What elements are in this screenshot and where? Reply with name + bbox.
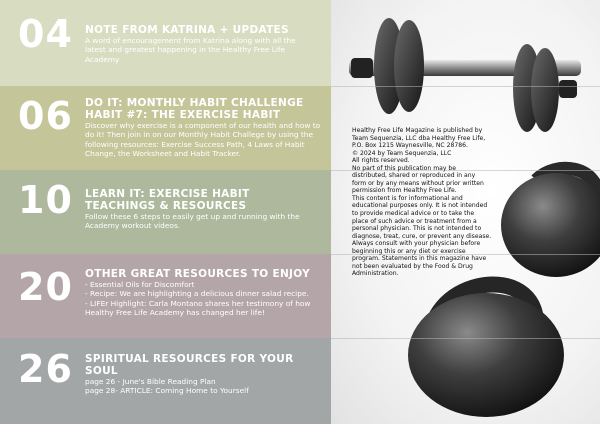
desc-line: Follow these 6 steps to easily get up and running with the bbox=[85, 212, 300, 221]
desc-line: - LIFEr Highlight: Carla Montano shares her testimony of how bbox=[85, 298, 311, 308]
title-line: LEARN IT: EXERCISE HABIT bbox=[85, 188, 250, 200]
toc-entry-04[interactable] bbox=[0, 0, 331, 86]
divider-line bbox=[331, 338, 600, 339]
legal-line: diagnose, treat, cure, or prevent any disease. bbox=[352, 232, 492, 240]
divider-line bbox=[331, 86, 600, 87]
toc-entry-text bbox=[85, 268, 325, 317]
legal-line: All rights reserved. bbox=[352, 157, 410, 165]
title-line: HABIT #7: THE EXERCISE HABIT bbox=[85, 109, 281, 121]
toc-entry-title bbox=[85, 24, 325, 36]
page-number: 20 bbox=[18, 265, 73, 309]
title-line: DO IT: MONTHLY HABIT CHALLENGE bbox=[85, 97, 304, 109]
desc-line: - Essential Oils for Discomfort bbox=[85, 280, 195, 289]
toc-entry-title bbox=[85, 188, 325, 212]
desc-line: do it! Then join in on our Monthly Habit Challege by using the bbox=[85, 130, 313, 140]
legal-line: No part of this publication may be bbox=[352, 164, 457, 172]
kettlebell-upper bbox=[501, 173, 600, 277]
desc-line: latest and greatest happening in the Healthy Free Life bbox=[85, 45, 286, 55]
toc-entry-text bbox=[85, 188, 325, 231]
legal-notice bbox=[352, 127, 502, 278]
toc-entry-20[interactable] bbox=[0, 254, 331, 338]
dumbbell-plate bbox=[531, 48, 559, 132]
legal-line: not been evaluated by the Food & Drug bbox=[352, 262, 473, 270]
legal-line: program. Statements in this magazine have bbox=[352, 255, 487, 263]
desc-line: Discover why exercise is a component of our health and how to bbox=[85, 121, 321, 130]
legal-line: P.O. Box 1215 Waynesville, NC 28786. bbox=[352, 142, 468, 150]
legal-line: beginning this or any diet or exercise bbox=[352, 247, 466, 255]
toc-entry-10[interactable] bbox=[0, 170, 331, 254]
toc-entry-description bbox=[85, 36, 325, 64]
title-line: NOTE FROM KATRINA + UPDATES bbox=[85, 24, 289, 36]
desc-line: following resources: Exercise Success Path, 4 Laws of Habit bbox=[85, 139, 305, 149]
dumbbell-plate bbox=[394, 20, 424, 112]
desc-line: Academy workout videos. bbox=[85, 221, 181, 231]
title-line: SPIRITUAL RESOURCES FOR YOUR SOUL bbox=[85, 353, 294, 377]
legal-line: permission from Healthy Free Life. bbox=[352, 187, 457, 195]
toc-entry-26[interactable] bbox=[0, 338, 331, 424]
toc-entry-description bbox=[85, 212, 325, 231]
legal-line: place of such advice or treatment from a bbox=[352, 217, 477, 225]
toc-entry-06[interactable] bbox=[0, 86, 331, 170]
page-number: 10 bbox=[18, 178, 73, 222]
page-number: 26 bbox=[18, 347, 73, 391]
dumbbell-collar-left bbox=[351, 58, 373, 78]
kettlebell-lower bbox=[408, 293, 564, 417]
legal-line: © 2024 by Team Sequenzia, LLC bbox=[352, 149, 452, 157]
legal-line: distributed, shared or reproduced in any bbox=[352, 172, 476, 180]
desc-line: A word of encouragement from Katrina along with all the bbox=[85, 36, 296, 45]
page-number: 04 bbox=[18, 12, 73, 56]
toc-entry-description bbox=[85, 377, 325, 396]
legal-line: Administration. bbox=[352, 270, 399, 278]
legal-line: form or by any means without prior written bbox=[352, 179, 484, 187]
desc-line: page 26 - June's Bible Reading Plan bbox=[85, 377, 216, 386]
desc-line: - Recipe: We are highlighting a delicious dinner salad recipe. bbox=[85, 289, 309, 299]
desc-line: Change, the Worksheet and Habit Tracker. bbox=[85, 148, 241, 158]
toc-entry-text bbox=[85, 353, 325, 396]
toc-entry-description bbox=[85, 121, 325, 158]
legal-line: Healthy Free Life Magazine is published by bbox=[352, 127, 483, 134]
legal-line: personal physician. This is not intended to bbox=[352, 225, 482, 233]
toc-entry-description bbox=[85, 280, 325, 317]
title-line: TEACHINGS & RESOURCES bbox=[85, 200, 247, 212]
legal-line: Team Sequenzia, LLC dba Healthy Free Life, bbox=[352, 134, 486, 142]
desc-line: page 28- ARTICLE: Coming Home to Yourself bbox=[85, 386, 249, 396]
desc-line: Academy bbox=[85, 54, 120, 64]
legal-line: to provide medical advice or to take the bbox=[352, 210, 475, 218]
toc-entry-title bbox=[85, 353, 325, 377]
toc-entry-text bbox=[85, 24, 325, 64]
legal-line: This content is for informational and bbox=[352, 194, 463, 202]
toc-entry-title bbox=[85, 268, 325, 280]
legal-line: educational purposes only. It is not intended bbox=[352, 202, 488, 210]
toc-entry-text bbox=[85, 97, 325, 158]
toc-entry-title bbox=[85, 97, 325, 121]
dumbbell-collar-right bbox=[559, 80, 577, 98]
desc-line: Healthy Free Life Academy has changed her life! bbox=[85, 307, 265, 317]
legal-line: Always consult with your physician before bbox=[352, 240, 481, 248]
page-number: 06 bbox=[18, 94, 73, 138]
weights-photo-panel bbox=[331, 0, 600, 424]
title-line: OTHER GREAT RESOURCES TO ENJOY bbox=[85, 268, 311, 280]
